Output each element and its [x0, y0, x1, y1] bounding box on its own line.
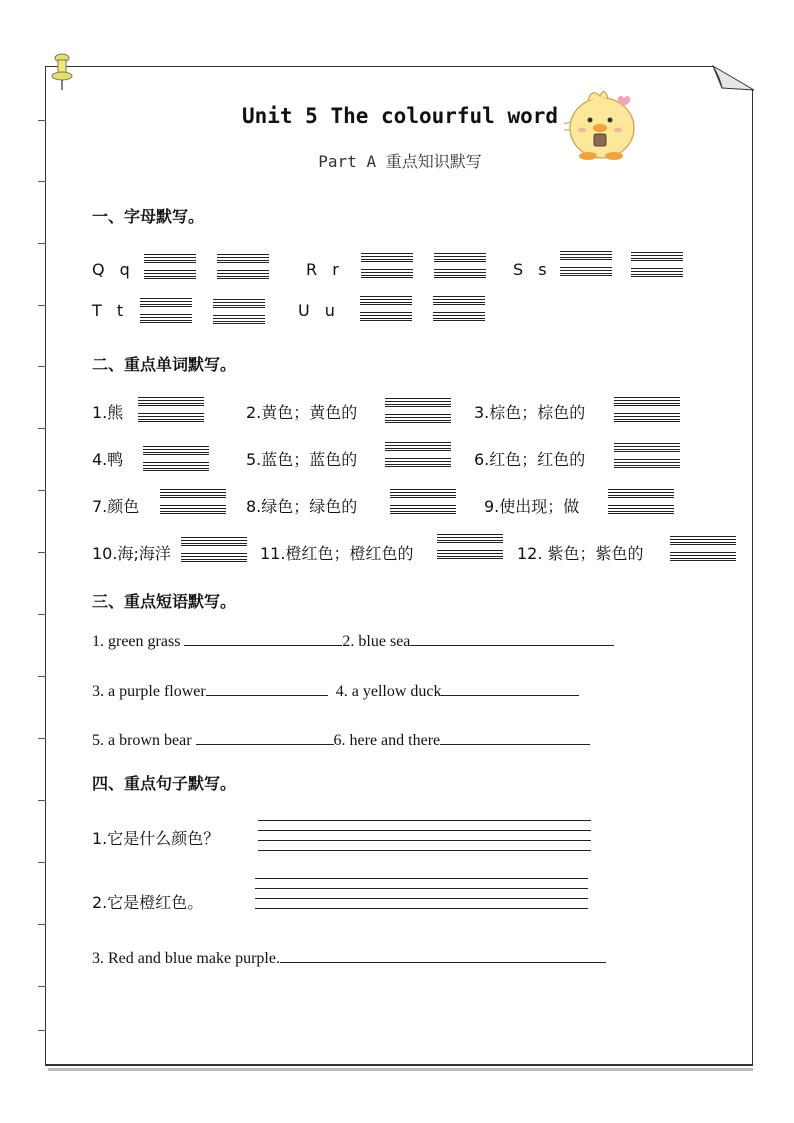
sentence-answer-line[interactable] — [255, 878, 588, 879]
page-frame-top — [45, 66, 713, 67]
page-frame-left — [45, 66, 46, 1064]
word-answer-line[interactable] — [385, 442, 451, 451]
word-answer-line[interactable] — [181, 537, 247, 546]
writing-line[interactable] — [433, 312, 485, 321]
writing-line[interactable] — [144, 270, 196, 279]
word-answer-line[interactable] — [437, 550, 503, 559]
word-item-6: 6.红色；红色的 — [474, 450, 586, 469]
margin-tick — [38, 738, 46, 739]
section1-heading: 一、字母默写。 — [92, 207, 205, 226]
word-answer-line[interactable] — [614, 459, 680, 468]
phrase-answer-line[interactable] — [206, 681, 328, 696]
pushpin-icon — [50, 52, 74, 92]
word-answer-line[interactable] — [608, 505, 674, 514]
phrase-item-4: 4. a yellow duck — [335, 683, 442, 700]
phrase-item-2: 2. blue sea — [342, 633, 411, 650]
word-item-2: 2.黄色；黄色的 — [246, 403, 358, 422]
page-curl-icon — [712, 64, 756, 94]
sentence-answer-line[interactable] — [258, 830, 591, 831]
sentence-item-3: 3. Red and blue make purple. — [92, 950, 280, 967]
phrase-answer-line[interactable] — [410, 631, 614, 646]
phrase-answer-line[interactable] — [441, 681, 579, 696]
word-answer-line[interactable] — [614, 443, 680, 452]
phrase-item-6: 6. here and there — [333, 732, 441, 749]
word-answer-line[interactable] — [160, 505, 226, 514]
word-answer-line[interactable] — [160, 489, 226, 498]
writing-line[interactable] — [217, 254, 269, 263]
word-item-8: 8.绿色；绿色的 — [246, 497, 358, 516]
word-answer-line[interactable] — [143, 462, 209, 471]
writing-line[interactable] — [560, 267, 612, 276]
page-frame-bottom — [45, 1064, 753, 1066]
sentence-row-3 — [92, 948, 606, 968]
word-answer-line[interactable] — [385, 398, 451, 407]
worksheet-subtitle: Part A 重点知识默写 — [318, 152, 482, 171]
margin-tick — [38, 243, 46, 244]
word-answer-line[interactable] — [390, 505, 456, 514]
word-answer-line[interactable] — [138, 413, 204, 422]
word-item-10: 10.海;海洋 — [92, 544, 171, 563]
letter-pair-qq: Q q — [92, 260, 135, 279]
word-item-12: 12. 紫色；紫色的 — [517, 544, 644, 563]
margin-tick — [38, 924, 46, 925]
letter-pair-rr: R r — [306, 260, 344, 279]
margin-tick — [38, 366, 46, 367]
word-answer-line[interactable] — [670, 536, 736, 545]
writing-line[interactable] — [213, 299, 265, 308]
word-answer-line[interactable] — [437, 534, 503, 543]
phrase-item-1: 1. green grass — [92, 633, 181, 650]
sentence-answer-line[interactable] — [255, 888, 588, 889]
writing-line[interactable] — [631, 252, 683, 261]
word-item-3: 3.棕色；棕色的 — [474, 403, 586, 422]
writing-line[interactable] — [140, 298, 192, 307]
sentence-answer-line[interactable] — [255, 908, 588, 909]
sentence-answer-line[interactable] — [258, 850, 591, 851]
writing-line[interactable] — [434, 269, 486, 278]
phrase-answer-line[interactable] — [184, 631, 342, 646]
word-item-1: 1.熊 — [92, 403, 124, 422]
margin-tick — [38, 1030, 46, 1031]
sentence-answer-line[interactable] — [255, 898, 588, 899]
margin-tick — [38, 862, 46, 863]
word-answer-line[interactable] — [614, 413, 680, 422]
section2-heading: 二、重点单词默写。 — [92, 355, 237, 374]
word-item-5: 5.蓝色；蓝色的 — [246, 450, 358, 469]
writing-line[interactable] — [361, 269, 413, 278]
sentence-answer-line[interactable] — [258, 820, 591, 821]
writing-line[interactable] — [217, 270, 269, 279]
writing-line[interactable] — [360, 296, 412, 305]
margin-tick — [38, 428, 46, 429]
writing-line[interactable] — [631, 268, 683, 277]
sentence-item-1: 1.它是什么颜色？ — [92, 829, 220, 848]
phrase-item-3: 3. a purple flower — [92, 683, 206, 700]
word-answer-line[interactable] — [608, 489, 674, 498]
writing-line[interactable] — [140, 314, 192, 323]
letter-pair-ss: S s — [513, 260, 552, 279]
writing-line[interactable] — [560, 251, 612, 260]
section3-heading: 三、重点短语默写。 — [92, 592, 237, 611]
writing-line[interactable] — [361, 253, 413, 262]
margin-tick — [38, 800, 46, 801]
word-item-9: 9.使出现；做 — [484, 497, 580, 516]
word-item-7: 7.颜色 — [92, 497, 140, 516]
margin-tick — [38, 305, 46, 306]
phrase-item-5: 5. a brown bear — [92, 732, 192, 749]
margin-tick — [38, 676, 46, 677]
word-answer-line[interactable] — [670, 552, 736, 561]
word-answer-line[interactable] — [385, 414, 451, 423]
phrase-answer-line[interactable] — [196, 730, 334, 745]
worksheet-title: Unit 5 The colourful word — [241, 104, 559, 128]
writing-line[interactable] — [434, 253, 486, 262]
phrase-answer-line[interactable] — [440, 730, 590, 745]
word-answer-line[interactable] — [143, 446, 209, 455]
margin-tick — [38, 490, 46, 491]
word-answer-line[interactable] — [181, 553, 247, 562]
word-answer-line[interactable] — [390, 489, 456, 498]
margin-tick — [38, 986, 46, 987]
letter-pair-tt: T t — [92, 301, 129, 320]
phrase-row-2 — [92, 681, 579, 701]
sentence-answer-line[interactable] — [258, 840, 591, 841]
sentence-answer-line[interactable] — [280, 948, 606, 963]
page-frame-shadow — [48, 1068, 753, 1071]
writing-line[interactable] — [433, 296, 485, 305]
word-answer-line[interactable] — [385, 458, 451, 467]
margin-tick — [38, 614, 46, 615]
word-item-4: 4.鸭 — [92, 450, 124, 469]
word-answer-line[interactable] — [138, 397, 204, 406]
word-item-11: 11.橙红色；橙红色的 — [260, 544, 414, 563]
section4-heading: 四、重点句子默写。 — [92, 774, 237, 793]
writing-line[interactable] — [360, 312, 412, 321]
phrase-row-3 — [92, 730, 590, 750]
writing-line[interactable] — [213, 315, 265, 324]
letter-pair-uu: U u — [298, 301, 340, 320]
page-frame-right — [752, 90, 753, 1065]
writing-line[interactable] — [144, 254, 196, 263]
margin-tick — [38, 181, 46, 182]
word-answer-line[interactable] — [614, 397, 680, 406]
phrase-row-1 — [92, 631, 614, 651]
sentence-item-2: 2.它是橙红色。 — [92, 893, 204, 912]
margin-tick — [38, 552, 46, 553]
